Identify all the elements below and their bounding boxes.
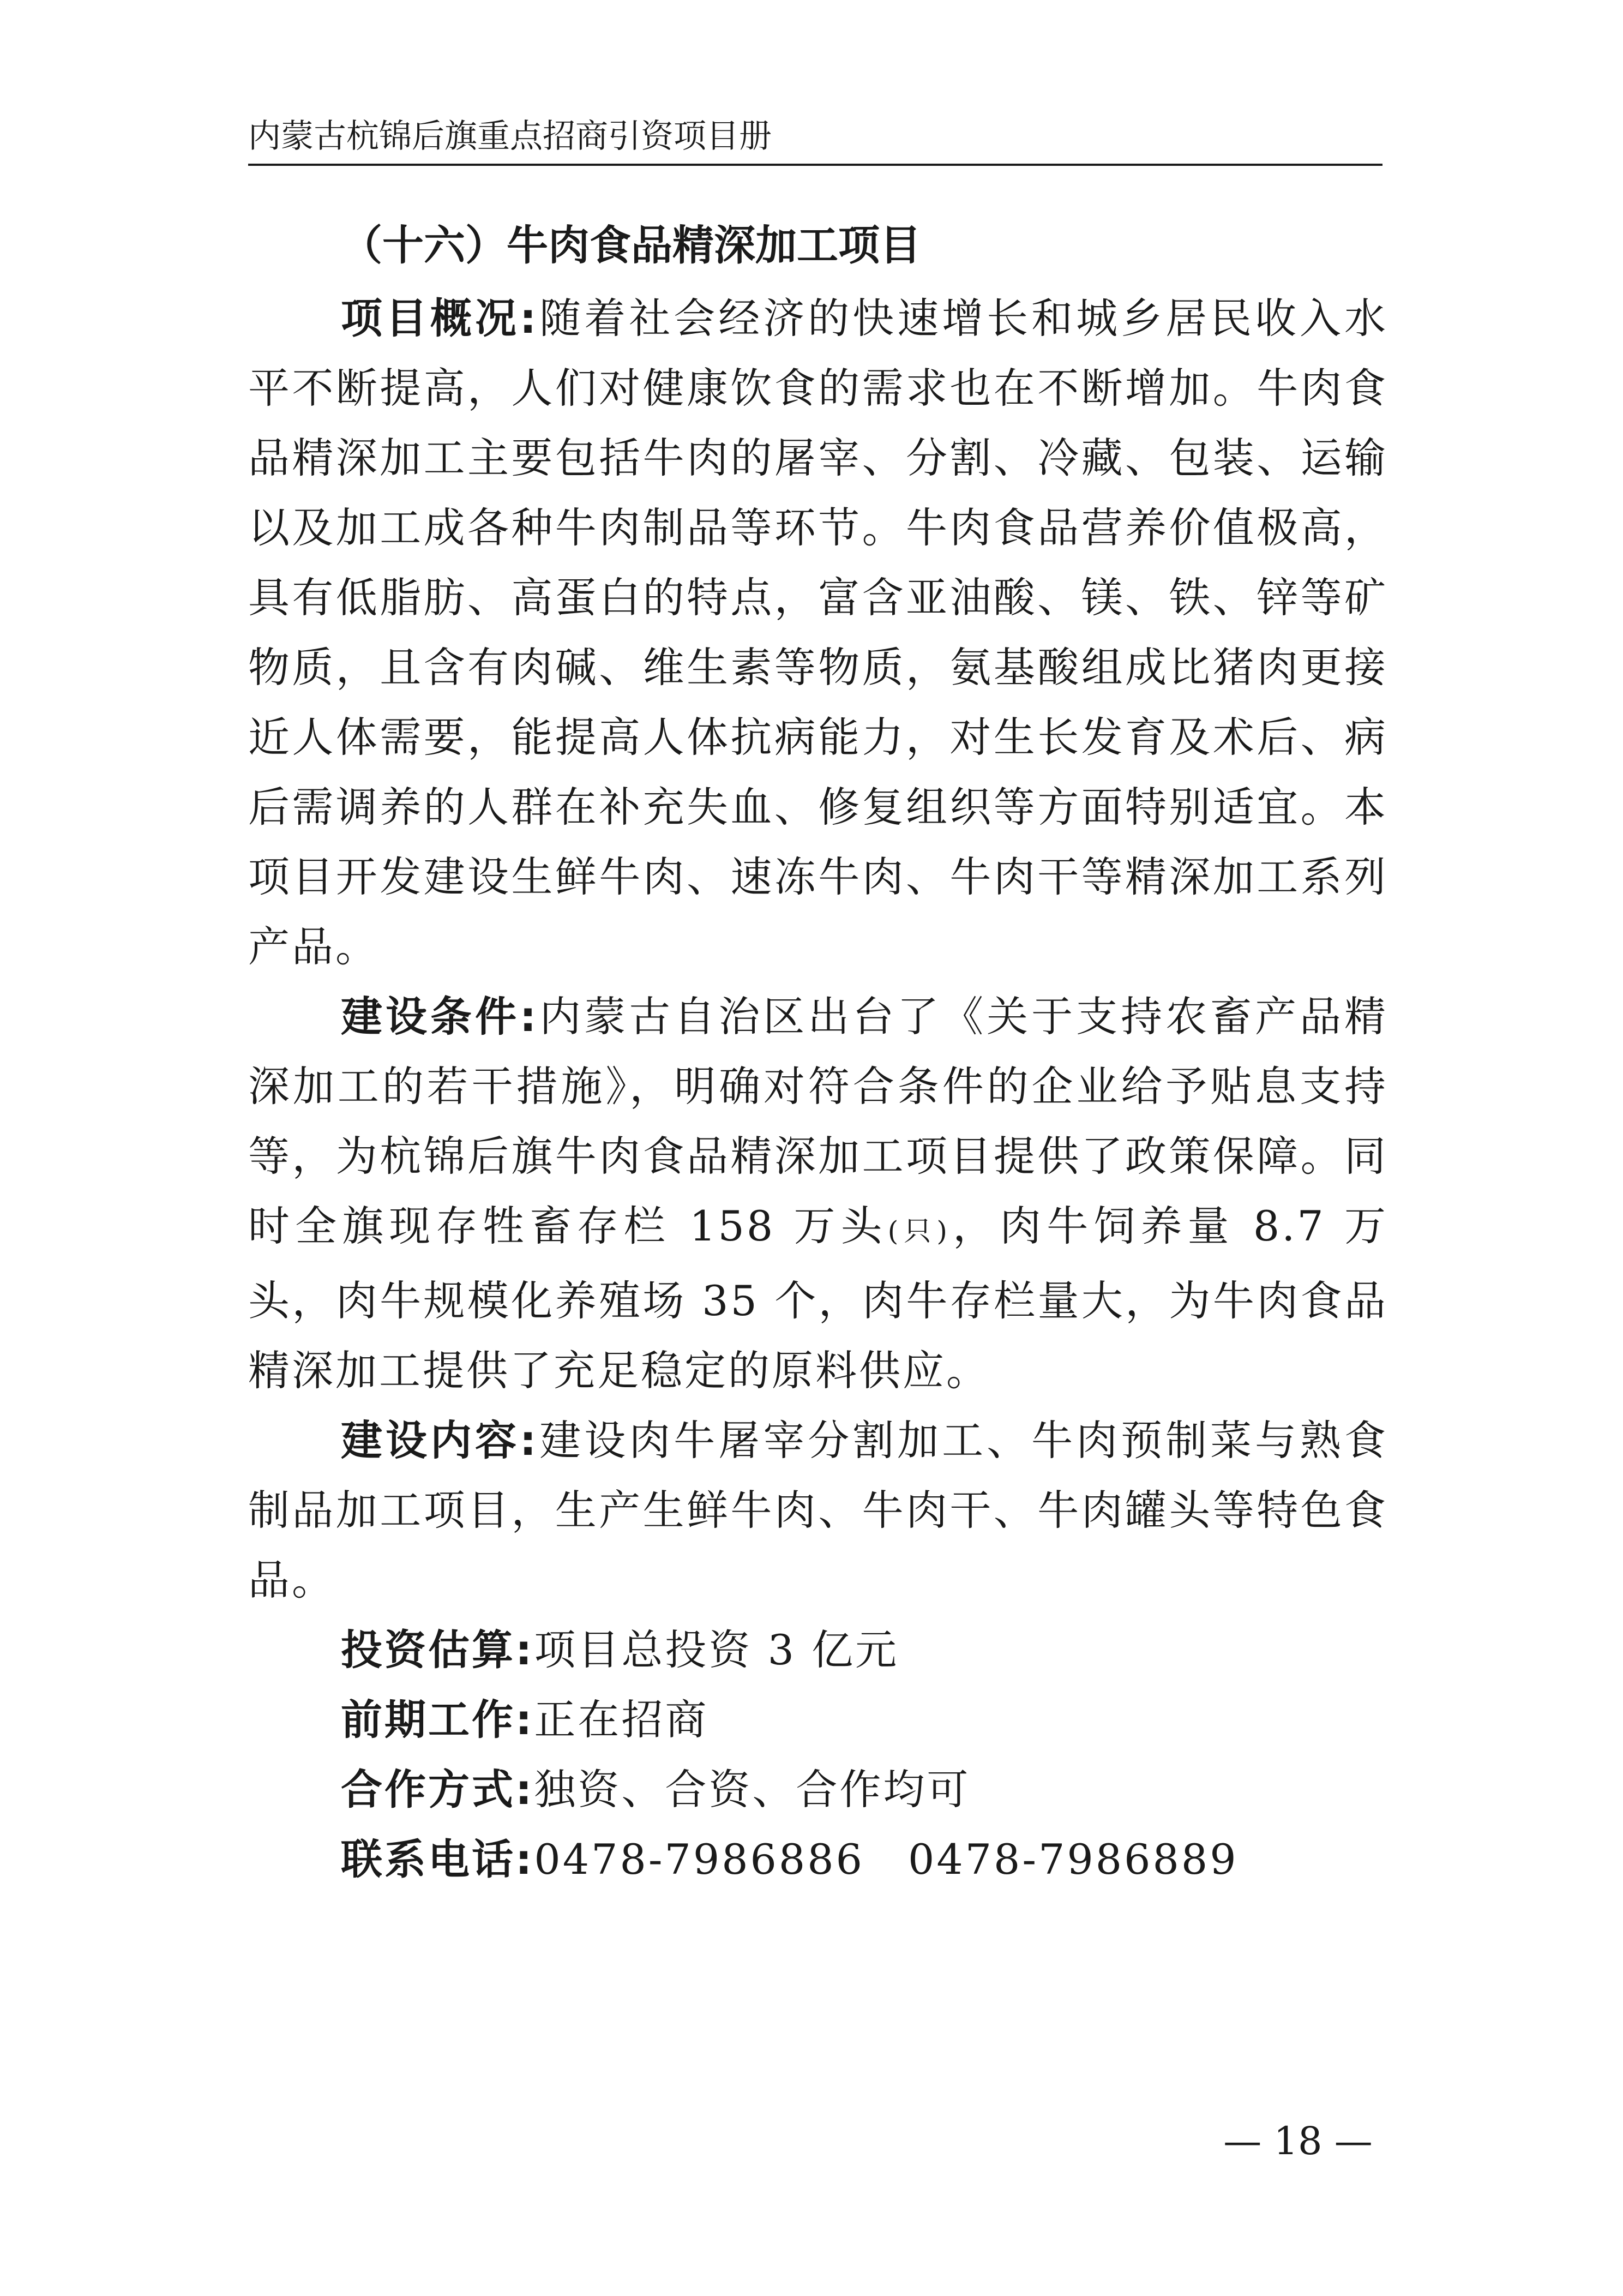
- content-text: 建设肉牛屠宰分割加工、牛肉预制菜与熟食制品加工项目，生产生鲜牛肉、牛肉干、牛肉罐头等特色食品。: [248, 1416, 1388, 1604]
- investment-value: 项目总投资 3 亿元: [534, 1626, 899, 1674]
- conditions-text-before: 内蒙古自治区出台了《关于支持农畜产品精深加工的若干措施》，明确对符合条件的企业给予贴息支持等，为杭锦后旗牛肉食品精深加工项目提供了政策保障。同时全旗现存牲畜存栏 158 万头: [248, 992, 1388, 1250]
- investment-label: 投资估算:: [341, 1626, 534, 1674]
- contact-row: [248, 1825, 1388, 1895]
- preliminary-row: [248, 1685, 1388, 1755]
- header-divider: [248, 164, 1382, 166]
- document-body: [248, 207, 1388, 1895]
- content-label: 建设内容:: [341, 1416, 539, 1465]
- contact-label: 联系电话:: [341, 1835, 534, 1884]
- overview-text: 随着社会经济的快速增长和城乡居民收入水平不断提高，人们对健康饮食的需求也在不断增加。牛肉食品精深加工主要包括牛肉的屠宰、分割、冷藏、包装、运输以及加工成各种牛肉制品等环节。牛肉食品营养价值极高，具有低脂肪、高蛋白的特点，富含亚油酸、镁、铁、锌等矿物质，且含有肉碱、维生素等物质，氨基酸组成比猪肉更接近人体需要，能提高人体抗病能力，对生长发育及术后、病后需调养的人群在补充失血、修复组织等方面特别适宜。本项目开发建设生鲜牛肉、速冻牛肉、牛肉干等精深加工系列产品。: [248, 294, 1388, 971]
- content-paragraph: [248, 1406, 1388, 1615]
- conditions-paragraph: [248, 982, 1388, 1406]
- preliminary-label: 前期工作:: [341, 1695, 534, 1744]
- contact-phone-1: 0478-7986886: [534, 1835, 864, 1884]
- overview-label: 项目概况:: [341, 294, 539, 343]
- page-header: [248, 112, 1382, 166]
- investment-row: [248, 1615, 1388, 1685]
- contact-phone-2: 0478-7986889: [907, 1835, 1239, 1884]
- overview-paragraph: [248, 284, 1388, 982]
- conditions-label: 建设条件:: [341, 992, 539, 1041]
- cooperation-label: 合作方式:: [341, 1765, 534, 1814]
- conditions-unit: (只): [887, 1215, 949, 1247]
- page-number: — 18 —: [1223, 2119, 1373, 2163]
- cooperation-row: [248, 1755, 1388, 1825]
- conditions-text-after: ，肉牛饲养量 8.7 万头，肉牛规模化养殖场 35 个，肉牛存栏量大，为牛肉食品精深加工提供了充足稳定的原料供应。: [248, 1202, 1388, 1395]
- header-title: 内蒙古杭锦后旗重点招商引资项目册: [248, 117, 772, 155]
- preliminary-value: 正在招商: [534, 1695, 709, 1744]
- cooperation-value: 独资、合资、合作均可: [534, 1765, 971, 1814]
- section-title: （十六）牛肉食品精深加工项目: [341, 221, 921, 269]
